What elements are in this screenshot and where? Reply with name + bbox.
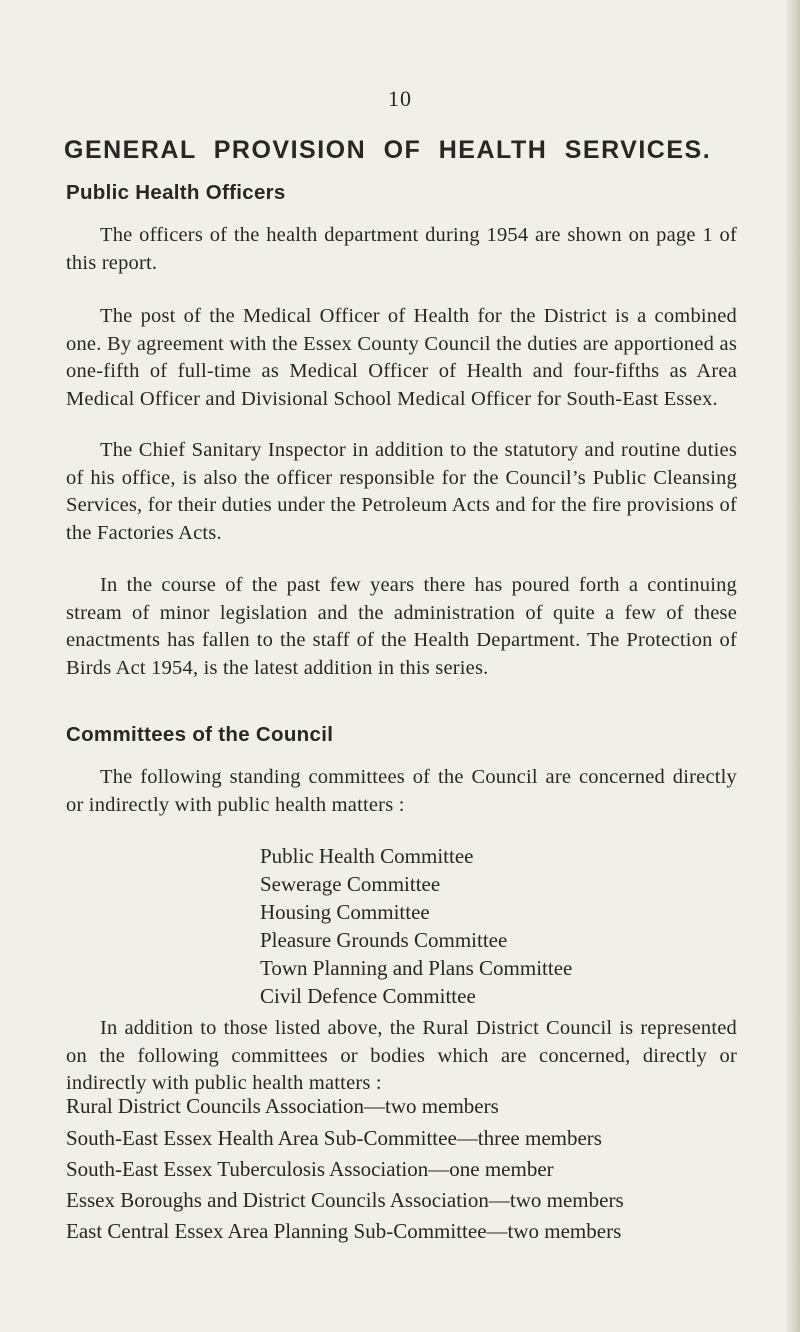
section-heading-officers: Public Health Officers: [66, 181, 286, 204]
list-item: Town Planning and Plans Committee: [260, 956, 573, 980]
paragraph-officers-2: The post of the Medical Officer of Health for the District is a combined one. By agreement with the Essex County Council the duties are apportioned as one-fifth of full-time as Medical Officer of Health and four-fifths as Area Medical Officer and Divisional School Medical Officer for South-East Essex.: [66, 305, 737, 410]
page-number: 10: [388, 86, 412, 111]
list-item: Rural District Councils Association—two members: [66, 1094, 499, 1118]
standing-committee-list: [260, 842, 740, 1010]
representation-list: [66, 1092, 746, 1248]
list-item: Pleasure Grounds Committee: [260, 928, 508, 952]
committees-addition: In addition to those listed above, the Rural District Council is represented on the following committees or bodies which are concerned, directly or indirectly with public health matters :: [66, 1017, 737, 1094]
page-title: GENERAL PROVISION OF HEALTH SERVICES.: [64, 136, 712, 164]
committees-intro: The following standing committees of the Council are concerned directly or indirectly with public health matters :: [66, 766, 737, 816]
list-item: East Central Essex Area Planning Sub-Committee—two members: [66, 1219, 622, 1243]
list-item: South-East Essex Health Area Sub-Committee—three members: [66, 1126, 602, 1150]
section-heading-committees: Committees of the Council: [66, 723, 334, 746]
list-item: Essex Boroughs and District Councils Association—two members: [66, 1188, 624, 1212]
paragraph-officers-3: The Chief Sanitary Inspector in addition to the statutory and routine duties of his office, is also the officer responsible for the Council’s Public Cleansing Services, for their duties under the Petroleum Acts and for the fire provisions of the Factories Acts.: [66, 439, 737, 544]
paragraph-officers-4: In the course of the past few years there has poured forth a continuing stream of minor legislation and the administration of quite a few of these enactments has fallen to the staff of the Health Department. The Protection of Birds Act 1954, is the latest addition in this series.: [66, 574, 737, 679]
list-item: Public Health Committee: [260, 844, 474, 868]
paragraph-officers-1: The officers of the health department during 1954 are shown on page 1 of this report.: [66, 224, 737, 274]
list-item: Civil Defence Committee: [260, 984, 476, 1008]
list-item: Housing Committee: [260, 900, 430, 924]
list-item: Sewerage Committee: [260, 872, 441, 896]
list-item: South-East Essex Tuberculosis Association—one member: [66, 1157, 554, 1181]
page-edge: [786, 0, 800, 1332]
